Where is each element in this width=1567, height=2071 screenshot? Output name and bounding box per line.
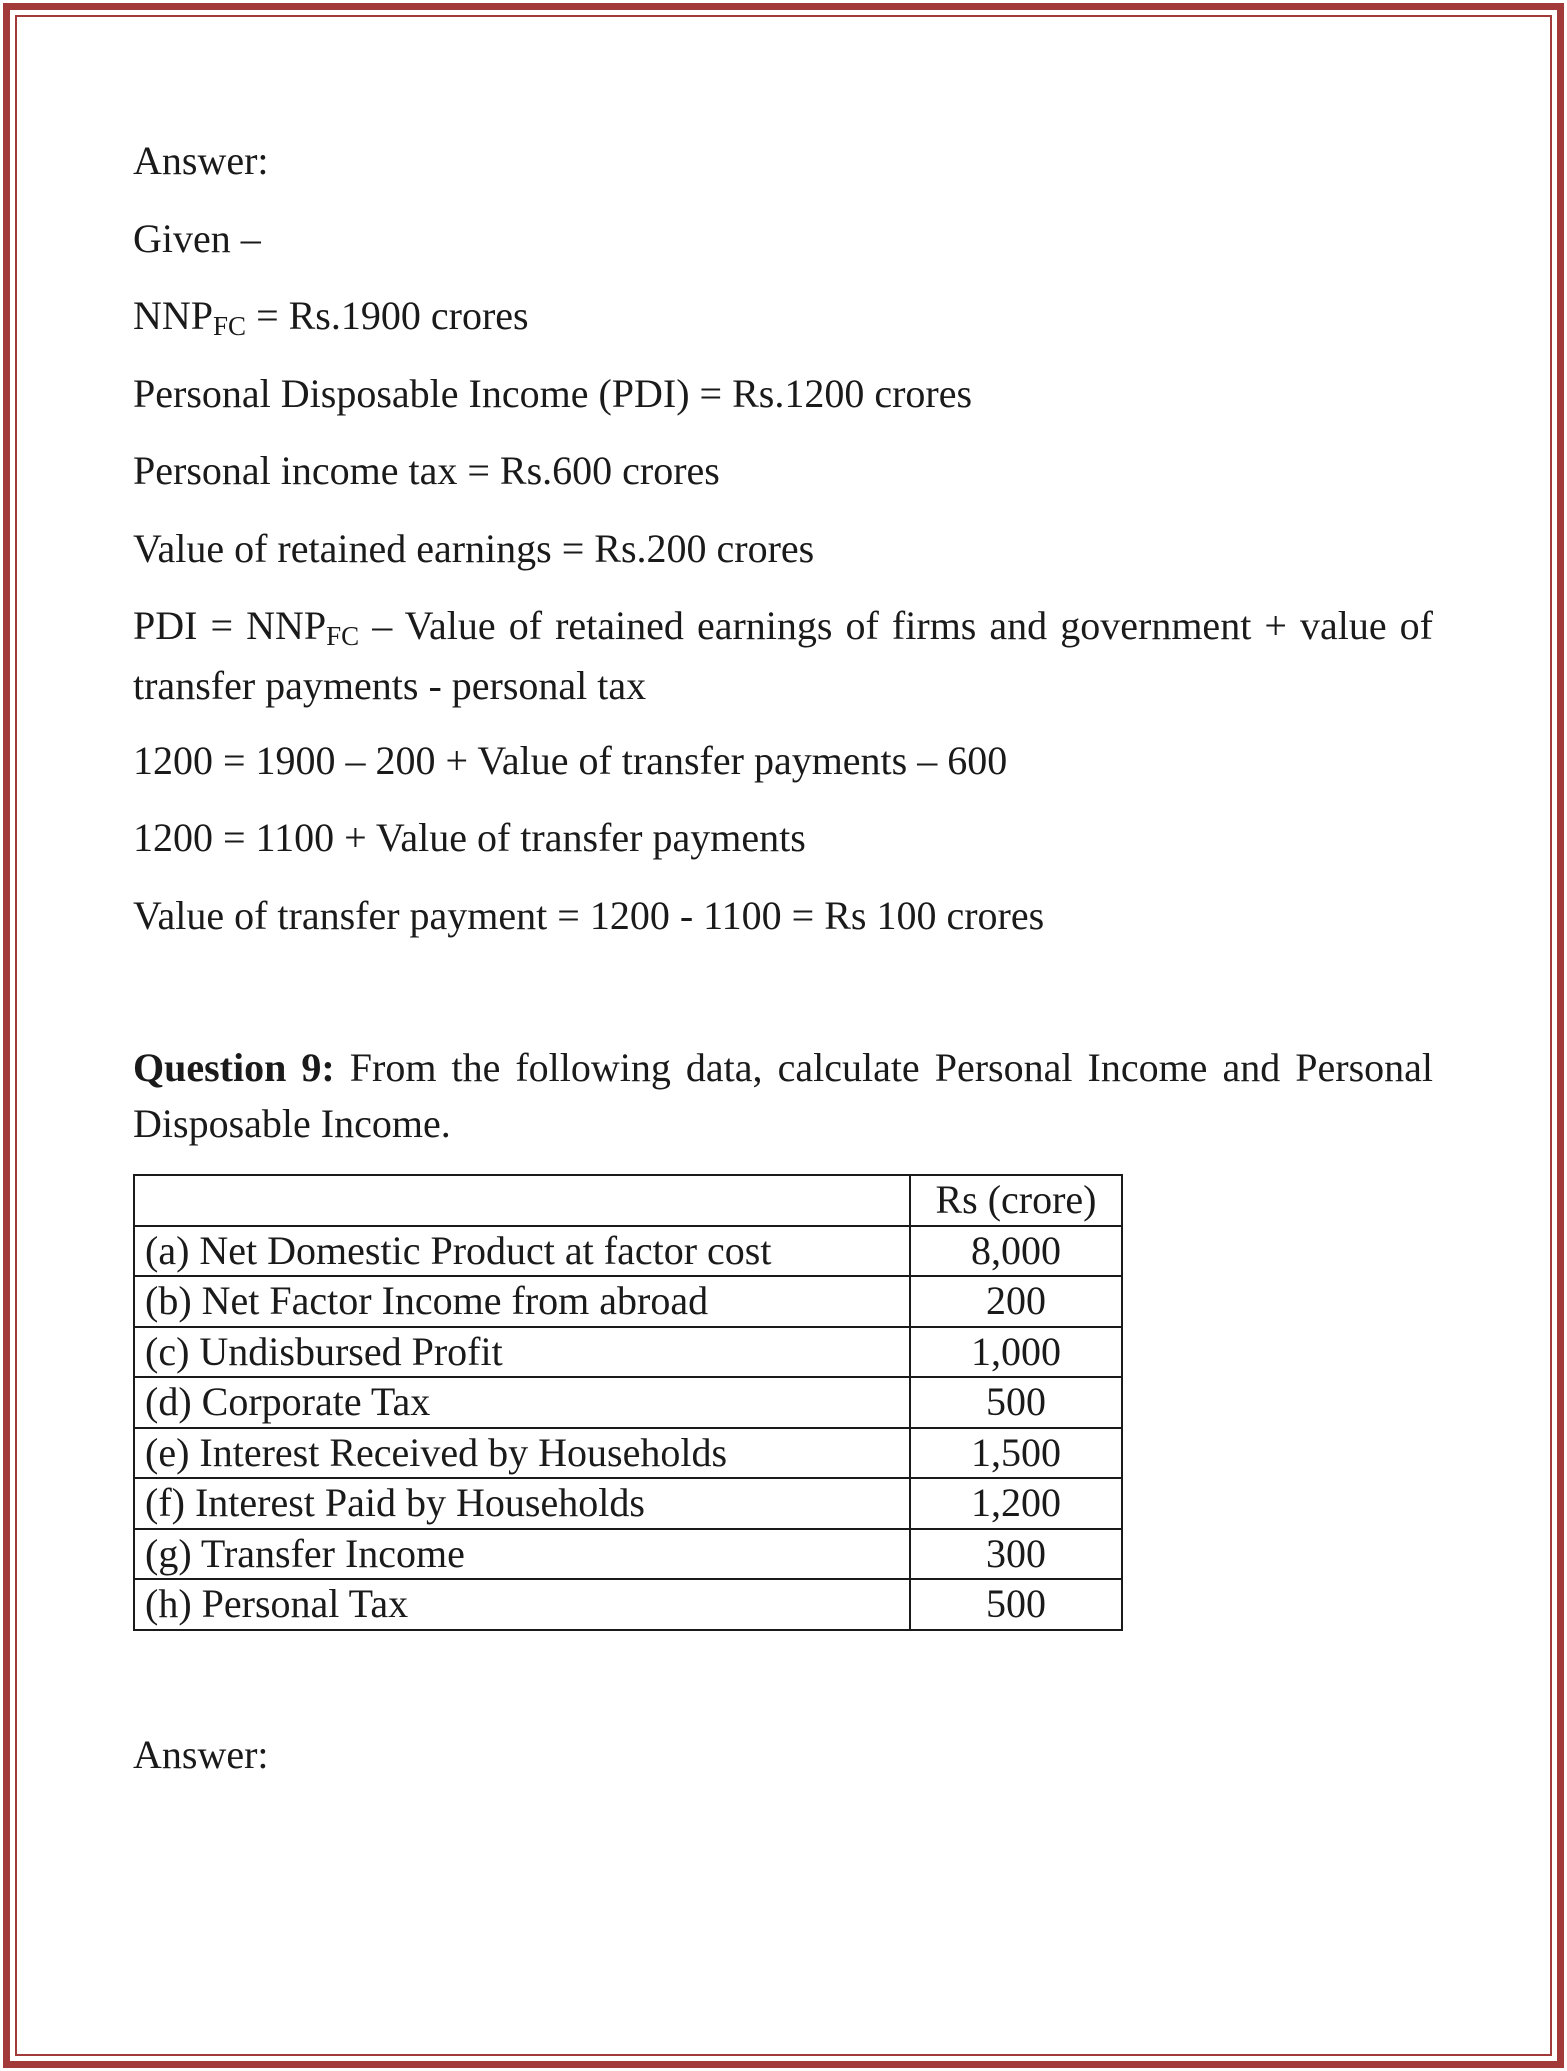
table-header-cell: Rs (crore)	[910, 1175, 1122, 1226]
formula-part2: – Value of retained earnings of firms and government + value of transfer payments - personal tax	[133, 603, 1433, 708]
table-cell-value: 1,500	[910, 1428, 1122, 1479]
table-cell-value: 500	[910, 1579, 1122, 1630]
table-cell-item: (c) Undisbursed Profit	[134, 1327, 910, 1378]
table-cell-item: (f) Interest Paid by Households	[134, 1478, 910, 1529]
formula-part1: PDI = NNP	[133, 603, 327, 648]
table-header-cell	[134, 1175, 910, 1226]
data-table	[133, 1174, 1123, 1631]
table-row	[134, 1226, 1122, 1277]
table-row	[134, 1478, 1122, 1529]
answer-heading-2: Answer:	[133, 1732, 269, 1777]
nnp-main: NNP	[133, 293, 214, 338]
pdi-line: Personal Disposable Income (PDI) = Rs.1200 crores	[133, 371, 973, 416]
table-cell-value: 300	[910, 1529, 1122, 1580]
table-cell-item: (a) Net Domestic Product at factor cost	[134, 1226, 910, 1277]
calc-result: Value of transfer payment = 1200 - 1100 = Rs 100 crores	[133, 893, 1045, 938]
pdi-formula	[133, 598, 1433, 714]
table-cell-item: (h) Personal Tax	[134, 1579, 910, 1630]
table-header-row	[134, 1175, 1122, 1226]
table-cell-value: 8,000	[910, 1226, 1122, 1277]
calc-step-1: 1200 = 1900 – 200 + Value of transfer payments – 600	[133, 738, 1008, 783]
table-cell-item: (g) Transfer Income	[134, 1529, 910, 1580]
nnp-subscript: FC	[213, 311, 247, 341]
question-text: From the following data, calculate Personal Income and Personal Disposable Income.	[133, 1045, 1433, 1146]
table-cell-item: (b) Net Factor Income from abroad	[134, 1276, 910, 1327]
table-cell-value: 1,000	[910, 1327, 1122, 1378]
formula-subscript: FC	[326, 621, 360, 651]
table-cell-value: 500	[910, 1377, 1122, 1428]
retained-line: Value of retained earnings = Rs.200 crores	[133, 526, 815, 571]
table-row	[134, 1276, 1122, 1327]
nnp-value: = Rs.1900 crores	[246, 293, 529, 338]
table-row	[134, 1377, 1122, 1428]
given-label: Given –	[133, 216, 261, 261]
table-row	[134, 1579, 1122, 1630]
table-cell-item: (e) Interest Received by Households	[134, 1428, 910, 1479]
calc-step-2: 1200 = 1100 + Value of transfer payments	[133, 815, 806, 860]
table-cell-value: 200	[910, 1276, 1122, 1327]
question-label: Question 9:	[133, 1045, 335, 1090]
table-cell-value: 1,200	[910, 1478, 1122, 1529]
table-row	[134, 1529, 1122, 1580]
table-row	[134, 1428, 1122, 1479]
table-cell-item: (d) Corporate Tax	[134, 1377, 910, 1428]
tax-line: Personal income tax = Rs.600 crores	[133, 448, 720, 493]
table-row	[134, 1327, 1122, 1378]
nnp-line	[133, 288, 529, 348]
answer-heading: Answer:	[133, 138, 269, 183]
question-9	[133, 1040, 1433, 1152]
